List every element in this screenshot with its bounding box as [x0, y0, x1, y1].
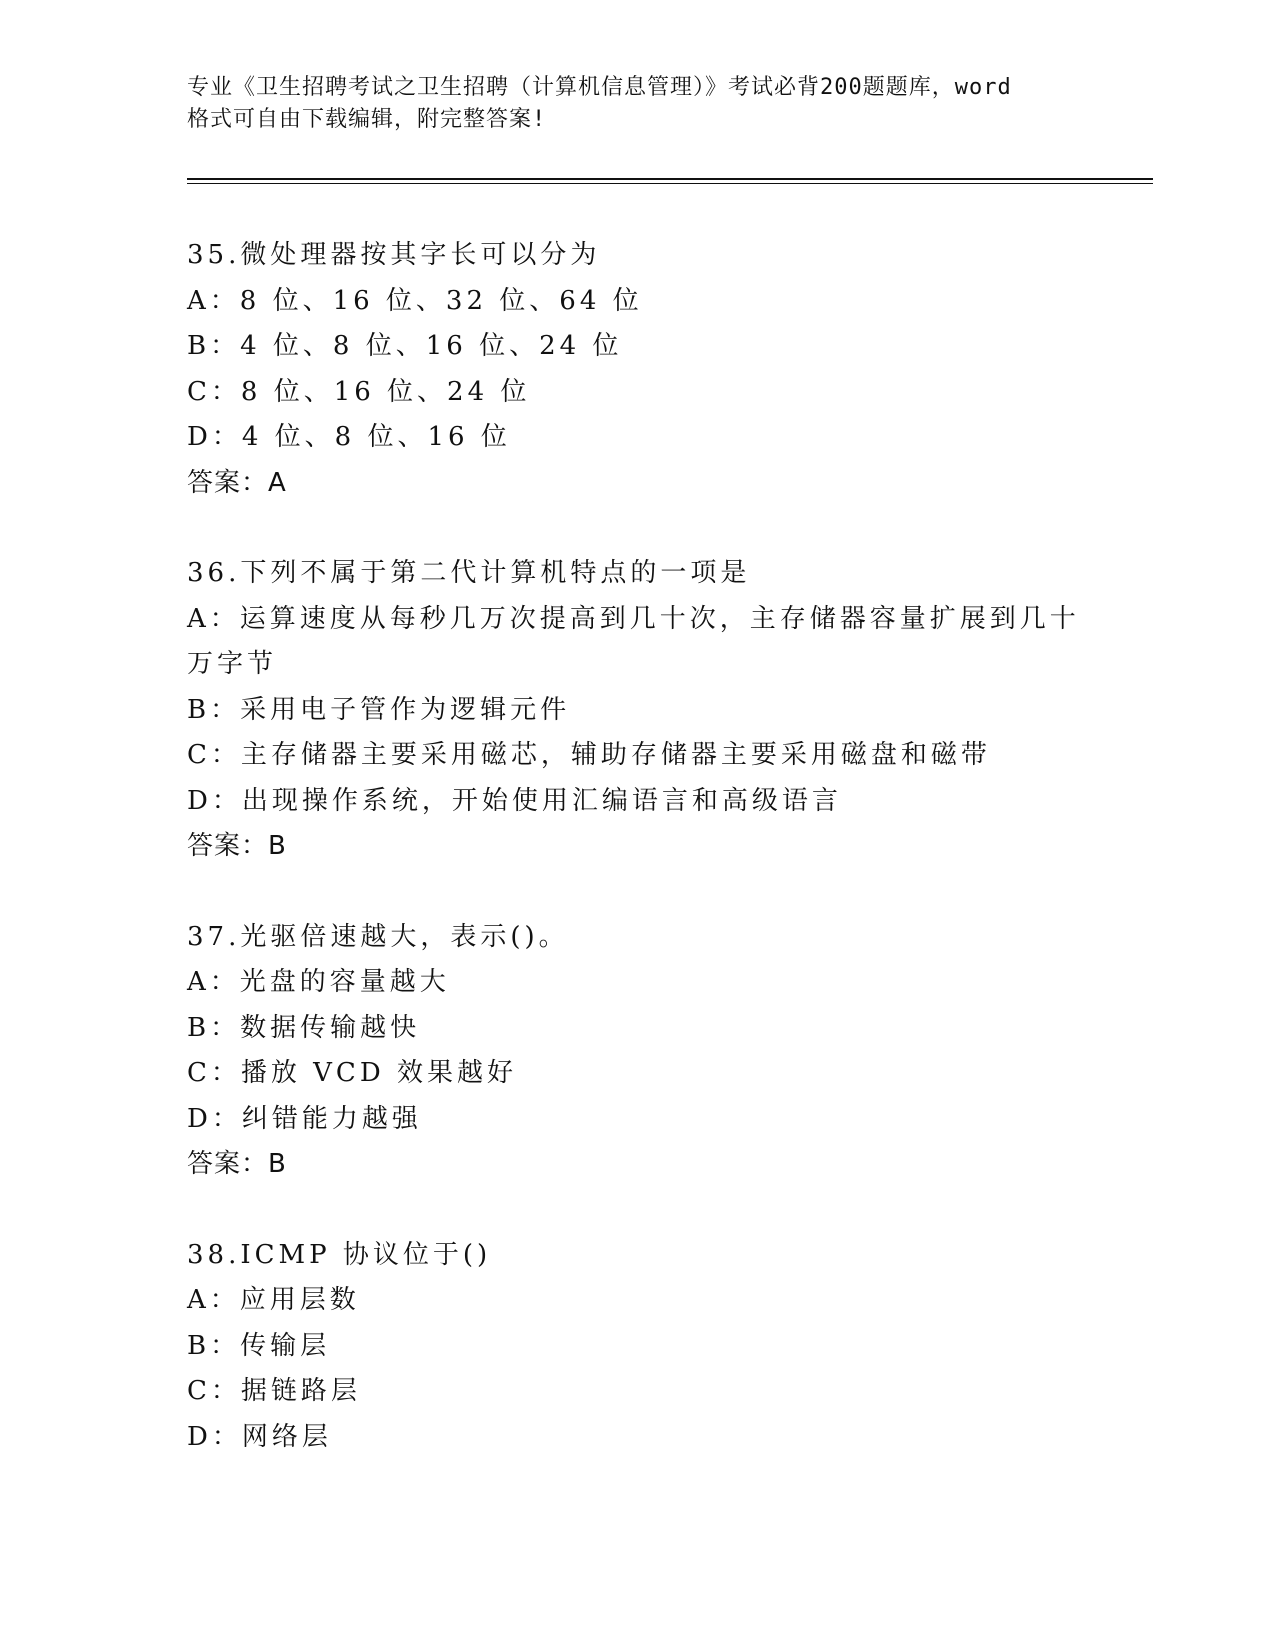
option-c: C：播放 VCD 效果越好 [187, 1058, 517, 1088]
option-c: C：主存储器主要采用磁芯，辅助存储器主要采用磁盘和磁带 [187, 740, 991, 770]
question-list [187, 233, 1087, 1460]
question-35 [187, 233, 1087, 506]
header-title-line-1: 专业《卫生招聘考试之卫生招聘（计算机信息管理）》考试必背200题题库，word [187, 75, 1012, 100]
option-b: B：传输层 [187, 1330, 331, 1361]
spacer [187, 870, 1087, 915]
option-c: C：8 位、16 位、24 位 [187, 376, 531, 407]
option-d: D：网络层 [187, 1421, 332, 1452]
answer-line: 答案：B [187, 1149, 287, 1179]
option-d: D：出现操作系统，开始使用汇编语言和高级语言 [187, 785, 842, 816]
question-37 [187, 915, 1087, 1188]
option-a: A：8 位、16 位、32 位、64 位 [187, 285, 643, 316]
header-rule-thick [187, 178, 1153, 180]
spacer [187, 506, 1087, 551]
answer-line: 答案：A [187, 467, 287, 498]
question-stem: 35.微处理器按其字长可以分为 [187, 240, 601, 270]
option-a: A：应用层数 [187, 1285, 360, 1315]
question-stem: 38.ICMP 协议位于() [187, 1239, 492, 1270]
option-c: C：据链路层 [187, 1376, 361, 1406]
option-b: B：数据传输越快 [187, 1012, 421, 1043]
option-b: B：采用电子管作为逻辑元件 [187, 694, 571, 725]
option-b: B：4 位、8 位、16 位、24 位 [187, 331, 623, 361]
question-38 [187, 1233, 1087, 1461]
header-title-line-2: 格式可自由下载编辑，附完整答案! [187, 107, 547, 132]
answer-line: 答案：B [187, 831, 287, 861]
option-d: D：纠错能力越强 [187, 1103, 422, 1134]
question-stem: 36.下列不属于第二代计算机特点的一项是 [187, 558, 751, 588]
question-36 [187, 551, 1087, 870]
option-a: A：光盘的容量越大 [187, 967, 450, 997]
option-a: A：运算速度从每秒几万次提高到几十次，主存储器容量扩展到几十万字节 [187, 603, 1080, 679]
header-rule-thin [187, 183, 1153, 184]
spacer [187, 1188, 1087, 1233]
option-d: D：4 位、8 位、16 位 [187, 422, 511, 452]
document-header [187, 72, 1107, 136]
question-stem: 37.光驱倍速越大，表示()。 [187, 921, 569, 952]
